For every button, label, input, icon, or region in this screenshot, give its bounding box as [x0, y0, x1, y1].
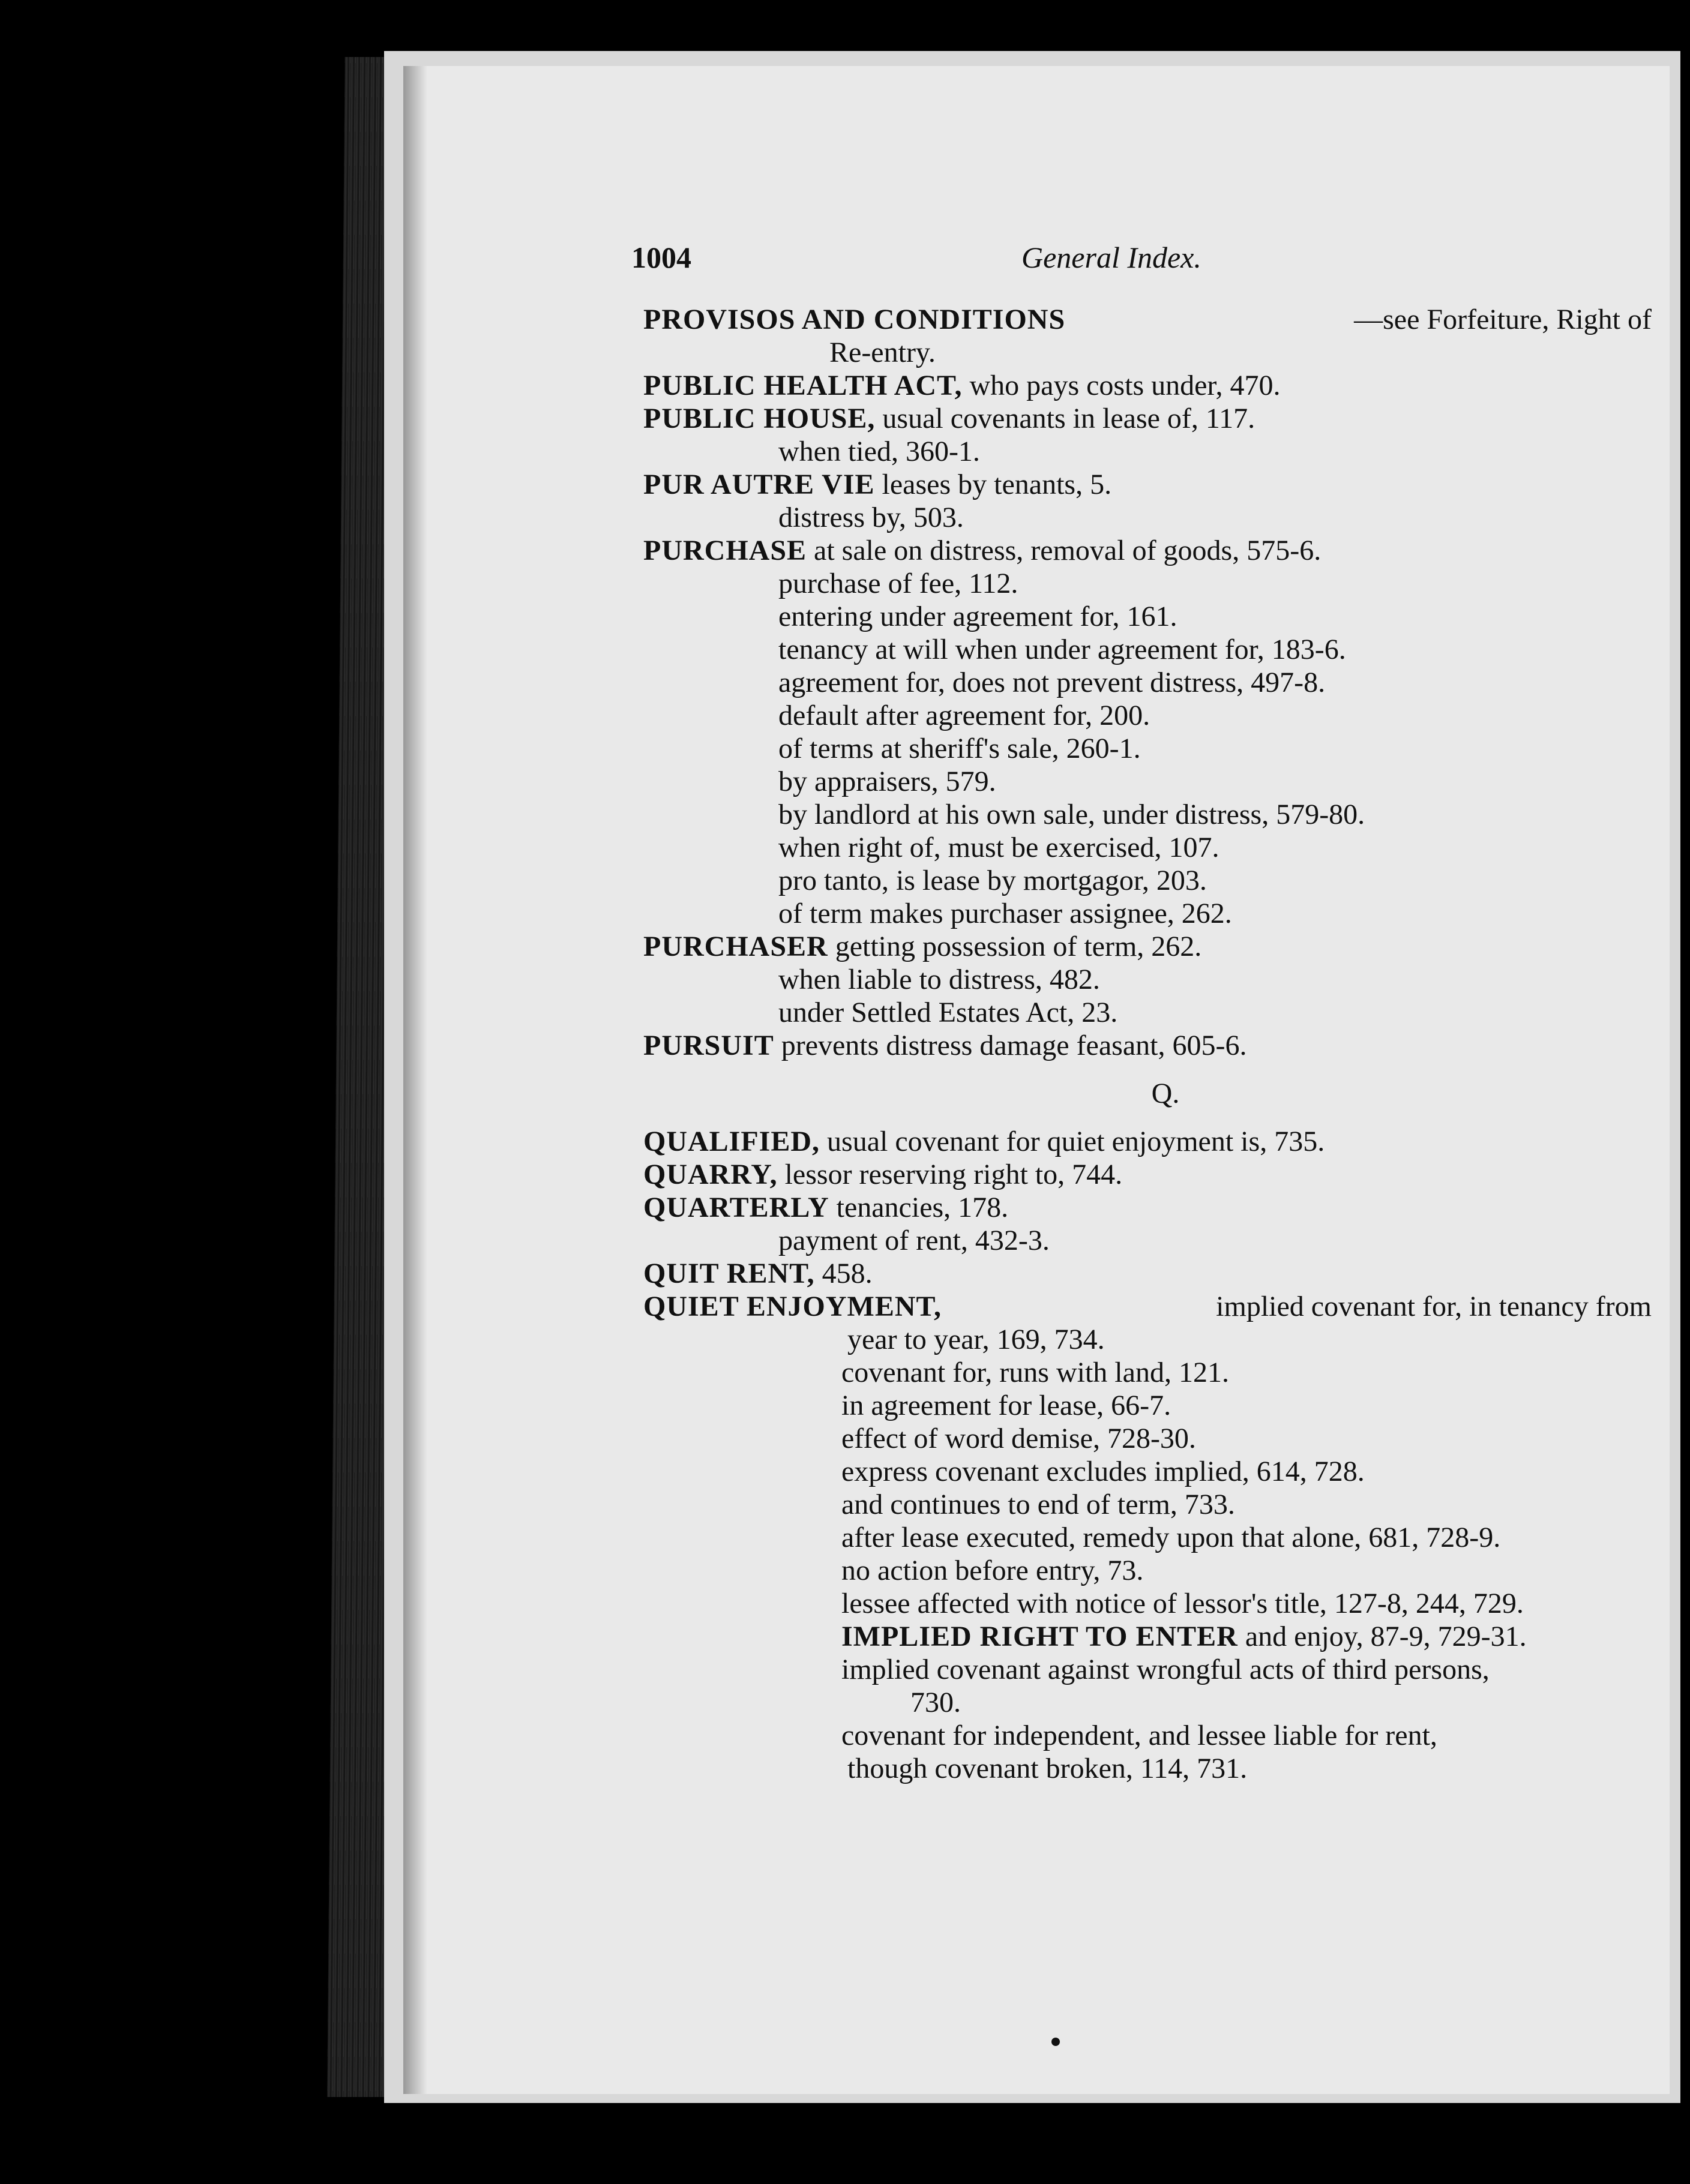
entry-heading: PUBLIC HOUSE, — [643, 403, 876, 434]
index-subentry — [643, 435, 1652, 468]
entry-text: by appraisers, 579. — [778, 766, 996, 797]
index-entry — [643, 1029, 1652, 1062]
entry-text: who pays costs under, 470. — [962, 370, 1281, 401]
index-subentry — [643, 699, 1652, 732]
entry-heading: QUARRY, — [643, 1159, 778, 1190]
entry-text: when tied, 360-1. — [778, 436, 980, 467]
index-subentry — [643, 864, 1652, 897]
entry-text: entering under agreement for, 161. — [778, 601, 1177, 632]
entry-text: getting possession of term, 262. — [828, 931, 1202, 962]
index-subentry — [643, 633, 1652, 666]
entry-text: covenant for independent, and lessee liable for rent, — [841, 1720, 1437, 1751]
index-entry — [643, 1158, 1652, 1191]
entry-text: though covenant broken, 114, 731. — [847, 1753, 1248, 1784]
entry-text: effect of word demise, 728-30. — [841, 1423, 1196, 1454]
index-subentry — [643, 1587, 1652, 1620]
entry-text: default after agreement for, 200. — [778, 700, 1150, 731]
index-entry — [643, 930, 1652, 963]
entry-text: distress by, 503. — [778, 502, 964, 533]
index-subentry — [643, 600, 1652, 633]
entry-continuation — [643, 1686, 1652, 1719]
index-subentry — [643, 963, 1652, 996]
entry-continuation — [643, 1323, 1652, 1356]
index-subentry — [643, 1488, 1652, 1521]
entry-text: implied covenant for, in tenancy from — [1216, 1291, 1652, 1322]
index-subentry — [643, 765, 1652, 798]
entry-text: payment of rent, 432-3. — [778, 1225, 1050, 1256]
index-subentry — [643, 1620, 1652, 1653]
entry-text: agreement for, does not prevent distress, 497-8. — [778, 667, 1326, 698]
index-body — [643, 303, 1652, 1785]
entry-heading: PROVISOS AND CONDITIONS — [643, 304, 1066, 335]
entry-text: under Settled Estates Act, 23. — [778, 997, 1118, 1028]
entry-heading: QUIET ENJOYMENT, — [643, 1291, 942, 1322]
ink-mark — [1051, 2038, 1060, 2046]
index-subentry — [643, 798, 1652, 831]
entry-heading: PUBLIC HEALTH ACT, — [643, 370, 963, 401]
entry-heading: PUR AUTRE VIE — [643, 469, 875, 500]
page-header — [631, 240, 1532, 282]
entry-text: year to year, 169, 734. — [847, 1324, 1105, 1355]
page-number: 1004 — [631, 241, 691, 274]
entry-text: lessor reserving right to, 744. — [777, 1159, 1123, 1190]
entry-text: —see Forfeiture, Right of — [1354, 304, 1652, 335]
index-entry — [643, 369, 1652, 402]
index-subentry — [643, 1719, 1652, 1752]
index-subentry — [643, 1389, 1652, 1422]
entry-text: in agreement for lease, 66-7. — [841, 1390, 1171, 1421]
entry-heading: IMPLIED RIGHT TO ENTER — [841, 1621, 1238, 1652]
entry-heading: QUARTERLY — [643, 1192, 829, 1223]
index-subentry — [643, 996, 1652, 1029]
section-letter: Q. — [1151, 1078, 1180, 1109]
entry-text: usual covenants in lease of, 117. — [875, 403, 1255, 434]
index-subentry — [643, 1422, 1652, 1455]
entry-heading: PURCHASER — [643, 931, 828, 962]
index-subentry — [643, 897, 1652, 930]
entry-text: purchase of fee, 112. — [778, 568, 1018, 599]
index-entry — [643, 303, 1652, 336]
entry-heading: PURSUIT — [643, 1030, 774, 1061]
entry-text: express covenant excludes implied, 614, 728. — [841, 1456, 1365, 1487]
entry-text: and enjoy, 87-9, 729-31. — [1237, 1621, 1527, 1652]
index-entry — [643, 468, 1652, 501]
index-entry — [643, 1191, 1652, 1224]
index-entry — [643, 1290, 1652, 1323]
entry-text: and continues to end of term, 733. — [841, 1489, 1235, 1520]
index-section-q — [643, 1125, 1652, 1785]
index-entry — [643, 402, 1652, 435]
entry-text: leases by tenants, 5. — [874, 469, 1112, 500]
index-subentry — [643, 1356, 1652, 1389]
book-page — [403, 66, 1670, 2094]
entry-text: implied covenant against wrongful acts of third persons, — [841, 1654, 1490, 1685]
entry-text: no action before entry, 73. — [841, 1555, 1144, 1586]
entry-text: at sale on distress, removal of goods, 575-6. — [807, 535, 1322, 566]
gutter-shadow — [403, 66, 427, 2094]
entry-text: usual covenant for quiet enjoyment is, 735. — [820, 1126, 1325, 1157]
entry-text: by landlord at his own sale, under distress, 579-80. — [778, 799, 1365, 830]
entry-text: lessee affected with notice of lessor's title, 127-8, 244, 729. — [841, 1588, 1524, 1619]
index-subentry — [643, 666, 1652, 699]
entry-text: after lease executed, remedy upon that alone, 681, 728-9. — [841, 1522, 1501, 1553]
entry-heading: QUALIFIED, — [643, 1126, 820, 1157]
entry-text: 730. — [910, 1687, 961, 1718]
entry-text: prevents distress damage feasant, 605-6. — [774, 1030, 1247, 1061]
entry-text: of terms at sheriff's sale, 260-1. — [778, 733, 1141, 764]
entry-heading: PURCHASE — [643, 535, 807, 566]
index-subentry — [643, 501, 1652, 534]
index-section-p — [643, 303, 1652, 1062]
entry-text: when liable to distress, 482. — [778, 964, 1100, 995]
entry-text: pro tanto, is lease by mortgagor, 203. — [778, 865, 1207, 896]
index-subentry — [643, 567, 1652, 600]
index-subentry — [643, 1455, 1652, 1488]
entry-continuation — [643, 336, 1652, 369]
entry-text: when right of, must be exercised, 107. — [778, 832, 1219, 863]
index-subentry — [643, 1224, 1652, 1257]
entry-heading: QUIT RENT, — [643, 1258, 815, 1289]
entry-continuation — [643, 1752, 1652, 1785]
index-entry — [643, 1125, 1652, 1158]
index-subentry — [643, 732, 1652, 765]
index-subentry — [643, 1554, 1652, 1587]
index-subentry — [643, 1653, 1652, 1686]
index-entry — [643, 534, 1652, 567]
index-entry — [643, 1257, 1652, 1290]
entry-text: tenancy at will when under agreement for, 183-6. — [778, 634, 1346, 665]
entry-text: 458. — [814, 1258, 873, 1289]
running-title: General Index. — [1021, 241, 1201, 274]
entry-text: tenancies, 178. — [829, 1192, 1009, 1223]
entry-text: covenant for, runs with land, 121. — [841, 1357, 1229, 1388]
index-subentry — [643, 831, 1652, 864]
entry-text: Re-entry. — [829, 337, 936, 368]
index-subentry — [643, 1521, 1652, 1554]
entry-text: of term makes purchaser assignee, 262. — [778, 898, 1232, 929]
